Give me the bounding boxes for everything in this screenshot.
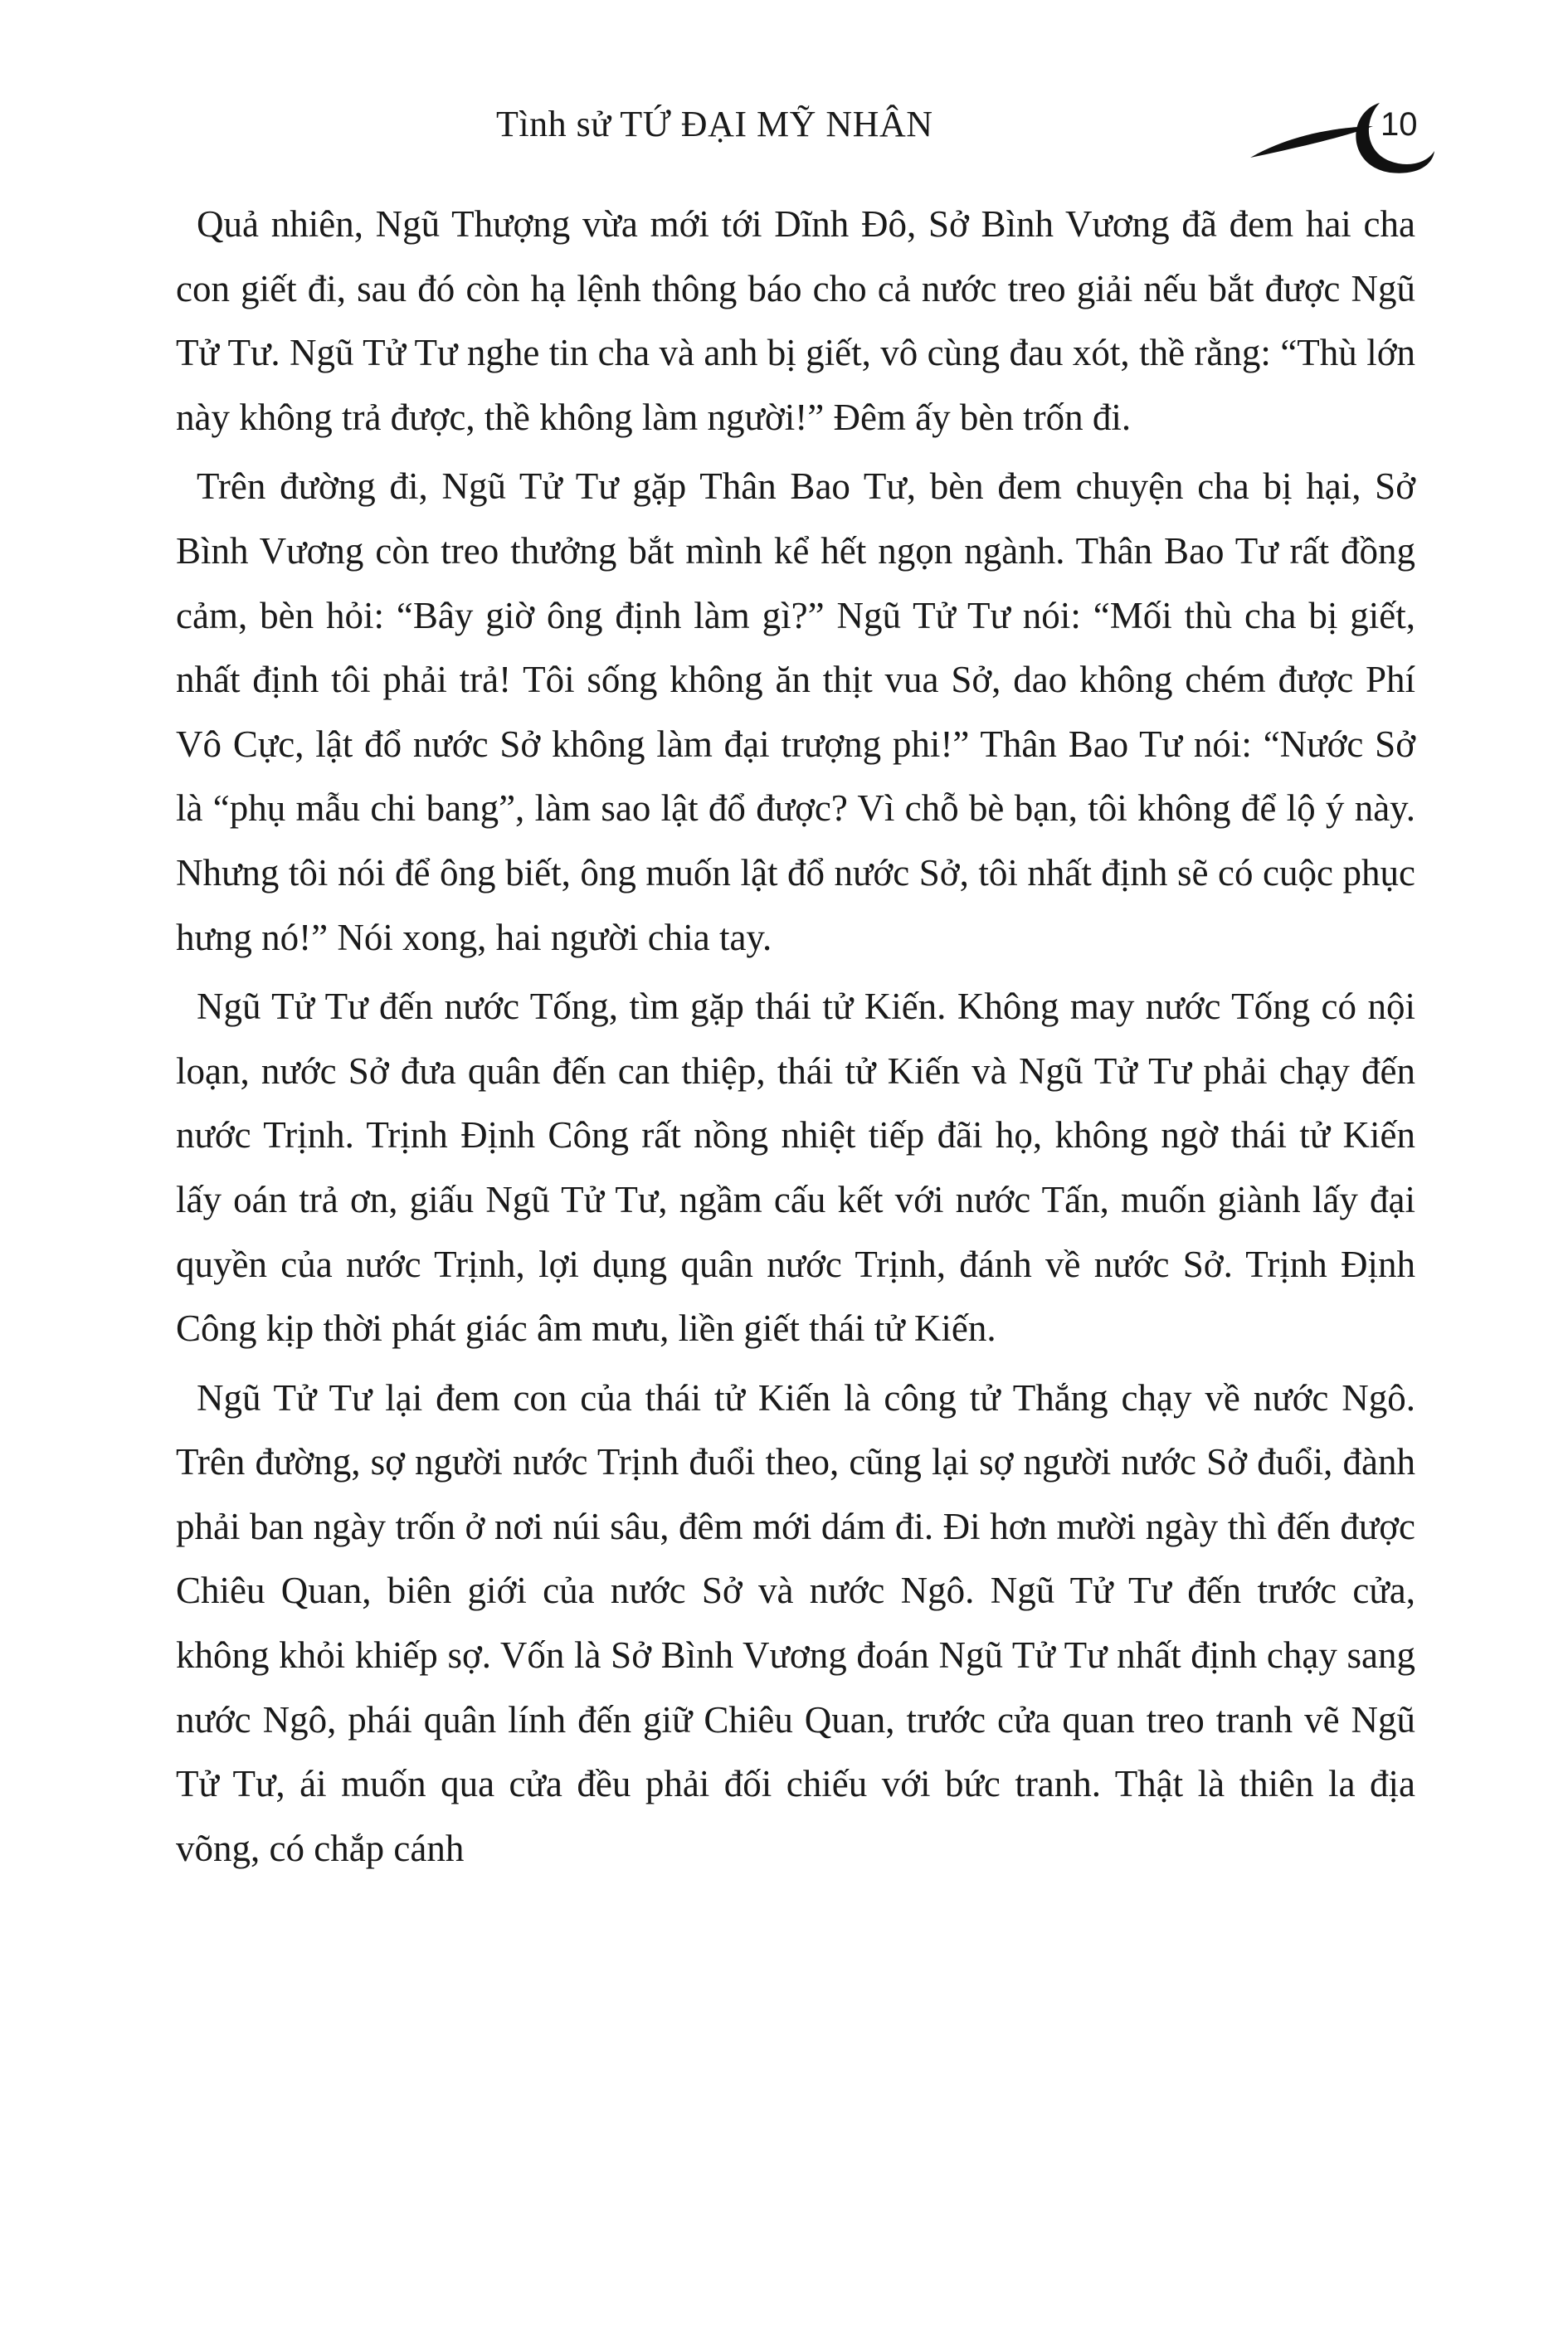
page-number: 10 xyxy=(1381,106,1418,143)
book-title: Tình sử TỨ ĐẠI MỸ NHÂN xyxy=(496,104,933,144)
chapter-body xyxy=(176,192,1415,1886)
paragraph: Ngũ Tử Tư đến nước Tống, tìm gặp thái tử Kiến. Không may nước Tống có nội loạn, nước Sở đưa quân đến can thiệp, thái tử Kiến và Ngũ Tử Tư phải chạy đến nước Trịnh. Trịnh Định Công rất nồng nhiệt tiếp đãi họ, không ngờ thái tử Kiến lấy oán trả ơn, giấu Ngũ Tử Tư, ngầm cấu kết với nước Tấn, muốn giành lấy đại quyền của nước Trịnh, lợi dụng quân nước Trịnh, đánh về nước Sở. Trịnh Định Công kịp thời phát giác âm mưu, liền giết thái tử Kiến. xyxy=(176,986,1415,1350)
running-header xyxy=(0,98,1568,164)
paragraph: Trên đường đi, Ngũ Tử Tư gặp Thân Bao Tư, bèn đem chuyện cha bị hại, Sở Bình Vương còn treo thưởng bắt mình kể hết ngọn ngành. Thân Bao Tư rất đồng cảm, bèn hỏi: “Bây giờ ông định làm gì?” Ngũ Tử Tư nói: “Mối thù cha bị giết, nhất định tôi phải trả! Tôi sống không ăn thịt vua Sở, dao không chém được Phí Vô Cực, lật đổ nước Sở không làm đại trượng phi!” Thân Bao Tư nói: “Nước Sở là “phụ mẫu chi bang”, làm sao lật đổ được? Vì chỗ bè bạn, tôi không để lộ ý này. Nhưng tôi nói để ông biết, ông muốn lật đổ nước Sở, tôi nhất định sẽ có cuộc phục hưng nó!” Nói xong, hai người chia tay. xyxy=(176,465,1415,958)
paragraph: Quả nhiên, Ngũ Thượng vừa mới tới Dĩnh Đô, Sở Bình Vương đã đem hai cha con giết đi, sau đó còn hạ lệnh thông báo cho cả nước treo giải nếu bắt được Ngũ Tử Tư. Ngũ Tử Tư nghe tin cha và anh bị giết, vô cùng đau xót, thề rằng: “Thù lớn này không trả được, thề không làm người!” Đêm ấy bèn trốn đi. xyxy=(176,203,1415,438)
paragraph: Ngũ Tử Tư lại đem con của thái tử Kiến là công tử Thắng chạy về nước Ngô. Trên đường, sợ người nước Trịnh đuổi theo, cũng lại sợ người nước Sở đuổi, đành phải ban ngày trốn ở nơi núi sâu, đêm mới dám đi. Đi hơn mười ngày thì đến được Chiêu Quan, biên giới của nước Sở và nước Ngô. Ngũ Tử Tư đến trước cửa, không khỏi khiếp sợ. Vốn là Sở Bình Vương đoán Ngũ Tử Tư nhất định chạy sang nước Ngô, phái quân lính đến giữ Chiêu Quan, trước cửa quan treo tranh vẽ Ngũ Tử Tư, ái muốn qua cửa đều phải đối chiếu với bức tranh. Thật là thiên la địa võng, có chắp cánh xyxy=(176,1376,1415,1869)
